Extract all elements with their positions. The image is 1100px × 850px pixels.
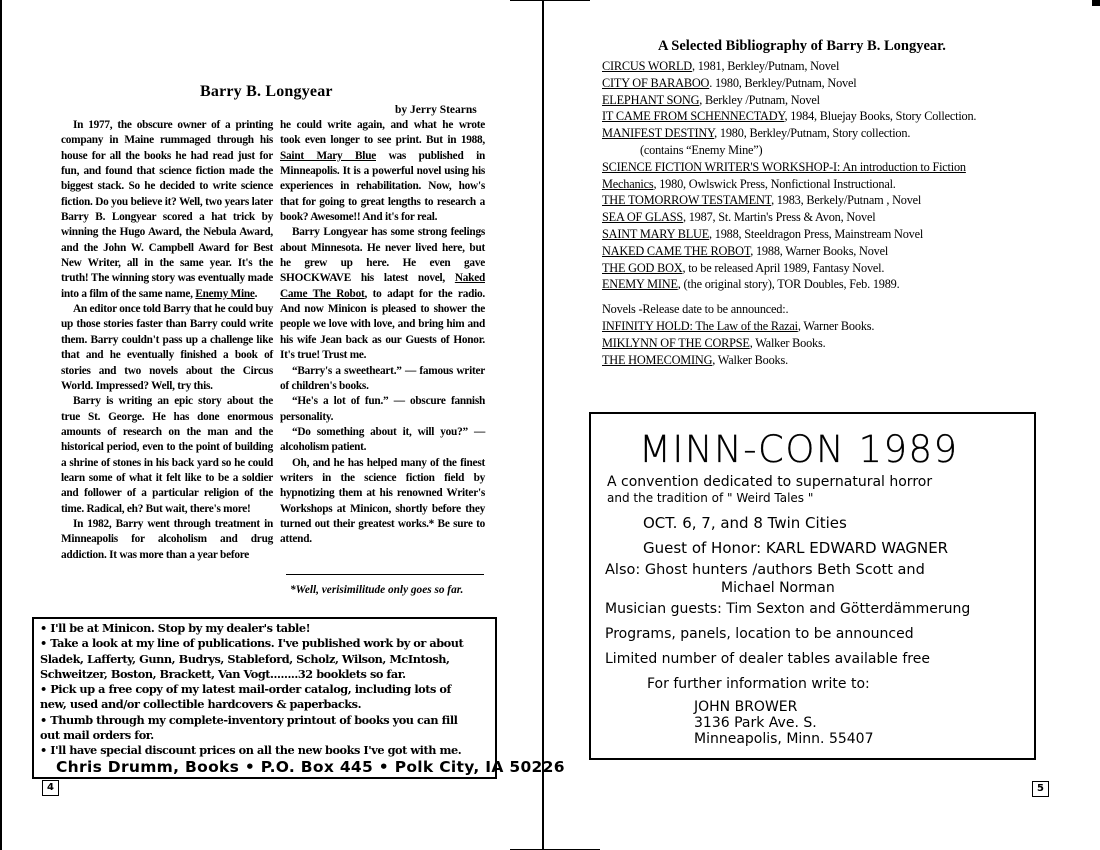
bibliography-entry: SEA OF GLASS, 1987, St. Martin's Press & Avon, Novel bbox=[602, 210, 876, 225]
flyer-dates: OCT. 6, 7, and 8 Twin Cities bbox=[643, 514, 847, 532]
address-line: Minneapolis, Minn. 55407 bbox=[694, 731, 874, 747]
ad-line: • I'll be at Minicon. Stop by my dealer's table! bbox=[40, 621, 311, 635]
ad-line: • Take a look at my line of publications. I've published work by or about bbox=[40, 636, 464, 651]
footnote-divider bbox=[286, 574, 484, 575]
bibliography-entry: MIKLYNN OF THE CORPSE, Walker Books. bbox=[602, 335, 826, 350]
flyer-also-guests: Michael Norman bbox=[721, 580, 835, 596]
book-title: Naked Came The Robot bbox=[280, 272, 485, 300]
quote: “Do something about it, will you?” — alcoholism patient. bbox=[280, 425, 485, 454]
ad-line: • Thumb through my complete-inventory printout of books you can fill bbox=[40, 712, 458, 727]
dealer-advertisement bbox=[32, 617, 565, 779]
flyer-address bbox=[694, 699, 873, 747]
page-edge-right bbox=[1092, 0, 1100, 6]
flyer-guest-of-honor: Guest of Honor: KARL EDWARD WAGNER bbox=[643, 539, 949, 557]
book-title: Saint Mary Blue bbox=[280, 149, 376, 162]
ad-text bbox=[40, 621, 496, 759]
convention-flyer bbox=[589, 412, 1036, 760]
bibliography-entry: MANIFEST DESTINY, 1980, Berkley/Putnam, Story collection. bbox=[602, 126, 911, 141]
ad-line: Schweitzer, Boston, Brackett, Van Vogt........32 booklets so far. bbox=[40, 666, 406, 681]
bibliography-entry: THE GOD BOX, to be released April 1989, Fantasy Novel. bbox=[602, 260, 885, 275]
paragraph: Barry Longyear has some strong feelings about Minnesota. He never lived here, but he grew up here. He even gave SHOCKWAVE his latest novel, Naked Came The Robot, to adapt for the radio. And now Minicon is pleased to shower the people we love with love, and bring him and his wife Jean back as our Guests of Honor. It's true! Trust me. bbox=[280, 226, 485, 362]
paragraph: Barry is writing an epic story about the true St. George. He has done enormous amounts of research on the man and the historical period, even to the point of building a shrine of stones in his back yard so he could learn some of what it felt like to be a soldier and follower of a particular religion of the time. Radical, eh? But wait, there's more! bbox=[61, 395, 273, 515]
paragraph: An editor once told Barry that he could buy up those stories faster than Barry could write them. Barry couldn't pass up a challenge like that and he eventually finished a book of stories and two novels about the Circus World. Impressed? Well, try this. bbox=[61, 303, 273, 392]
bibliography-entry: Mechanics, 1980, Owlswick Press, Nonfictional Instructional. bbox=[602, 176, 896, 191]
footnote: *Well, verisimilitude only goes so far. bbox=[290, 584, 464, 596]
bibliography-entry: THE TOMORROW TESTAMENT, 1983, Berkely/Putnam , Novel bbox=[602, 193, 922, 208]
ad-line: • I'll have special discount prices on all the new books I've got with me. bbox=[40, 743, 462, 758]
article-byline: by Jerry Stearns bbox=[395, 104, 477, 116]
bibliography-entry: CIRCUS WORLD, 1981, Berkley/Putnam, Novel bbox=[602, 59, 840, 73]
flyer-also-guests: Also: Ghost hunters /authors Beth Scott and bbox=[605, 562, 925, 578]
address-line: JOHN BROWER bbox=[694, 699, 798, 715]
ad-line: new, used and/or collectible hardcovers & paperbacks. bbox=[40, 697, 362, 712]
bibliography-entry: ENEMY MINE, (the original story), TOR Doubles, Feb. 1989. bbox=[602, 277, 900, 292]
bibliography-entry: INFINITY HOLD: The Law of the Razai, Warner Books. bbox=[602, 318, 875, 333]
address-line: 3136 Park Ave. S. bbox=[694, 715, 817, 731]
bibliography-entry: NAKED CAME THE ROBOT, 1988, Warner Books, Novel bbox=[602, 243, 889, 258]
ad-footer-address: Chris Drumm, Books • P.O. Box 445 • Polk City, IA 50226 bbox=[56, 758, 565, 776]
bibliography-entry: CITY OF BARABOO. 1980, Berkley/Putnam, Novel bbox=[602, 75, 857, 90]
center-fold bbox=[542, 0, 544, 850]
quote: “Barry's a sweetheart.” — famous writer of children's books. bbox=[280, 364, 485, 392]
paragraph: In 1982, Barry went through treatment in Minneapolis for alcoholism and drug addiction. It was more than a year before bbox=[61, 517, 273, 561]
flyer-subtitle: A convention dedicated to supernatural horror bbox=[607, 474, 933, 490]
paragraph: he could write again, and what he wrote took even longer to see print. But in 1988, Saint Mary Blue was published in Minneapolis. It is a powerful novel using his experiences in rehabilitation. Now, how's that for going to great lengths to research a book? Awesome!! And it's for real. bbox=[280, 119, 485, 224]
flyer-title: MINN-CON 1989 bbox=[639, 428, 959, 471]
bibliography-list bbox=[602, 58, 1062, 368]
ad-line: • Pick up a free copy of my latest mail-order catalog, including lots of bbox=[40, 682, 451, 697]
flyer-dealers: Limited number of dealer tables available free bbox=[605, 651, 930, 667]
page-number: 4 bbox=[42, 780, 59, 796]
ad-line: Sladek, Lafferty, Gunn, Budrys, Stableford, Scholz, Wilson, McIntosh, bbox=[40, 651, 450, 666]
book-title: Enemy Mine bbox=[195, 287, 255, 300]
paragraph: Oh, and he has helped many of the finest writers in the science fiction field by hypnotizing them at his renowned Writer's Workshops at Minicon, shortly before they turned out their greatest works.* Be sure to attend. bbox=[280, 456, 485, 546]
article-column-2 bbox=[280, 118, 485, 548]
flyer-musicians: Musician guests: Tim Sexton and Götterdämmerung bbox=[605, 601, 971, 617]
article-title: Barry B. Longyear bbox=[200, 83, 333, 100]
bibliography-entry: IT CAME FROM SCHENNECTADY, 1984, Bluejay Books, Story Collection. bbox=[602, 109, 977, 124]
page-number: 5 bbox=[1032, 781, 1049, 797]
bibliography-note: (contains “Enemy Mine”) bbox=[640, 142, 763, 157]
bibliography-title: A Selected Bibliography of Barry B. Longyear. bbox=[658, 38, 946, 54]
spacer bbox=[602, 293, 1062, 301]
paragraph: In 1977, the obscure owner of a printing company in Maine rummaged through his house for all the books he had read just for fun, and found that science fiction made the biggest stack. So he decided to write science fiction. Do you believe it? Well, two years later Barry B. Longyear scored a hat trick by winning the Hugo Award, the Nebula Award, and the John W. Campbell Award for Best New Writer, all in the same year. It's the truth! The winning story was eventually made into a film of the same name, Enemy Mine. bbox=[61, 119, 273, 300]
tba-heading: Novels -Release date to be announced:. bbox=[602, 302, 789, 317]
article-column-1 bbox=[61, 118, 273, 563]
ad-line: out mail orders for. bbox=[40, 728, 154, 743]
fold-mark-top bbox=[510, 0, 590, 1]
bibliography-entry: ELEPHANT SONG, Berkley /Putnam, Novel bbox=[602, 92, 820, 107]
quote: “He's a lot of fun.” — obscure fannish personality. bbox=[280, 395, 485, 423]
flyer-contact-prompt: For further information write to: bbox=[647, 676, 870, 692]
page-edge-left bbox=[0, 0, 2, 850]
flyer-programs: Programs, panels, location to be announced bbox=[605, 626, 914, 642]
bibliography-entry: SAINT MARY BLUE, 1988, Steeldragon Press, Mainstream Novel bbox=[602, 226, 924, 241]
bibliography-entry: THE HOMECOMING, Walker Books. bbox=[602, 352, 788, 367]
bibliography-entry: SCIENCE FICTION WRITER'S WORKSHOP-I: An introduction to Fiction bbox=[602, 159, 966, 174]
flyer-subtitle: and the tradition of " Weird Tales " bbox=[607, 491, 814, 505]
